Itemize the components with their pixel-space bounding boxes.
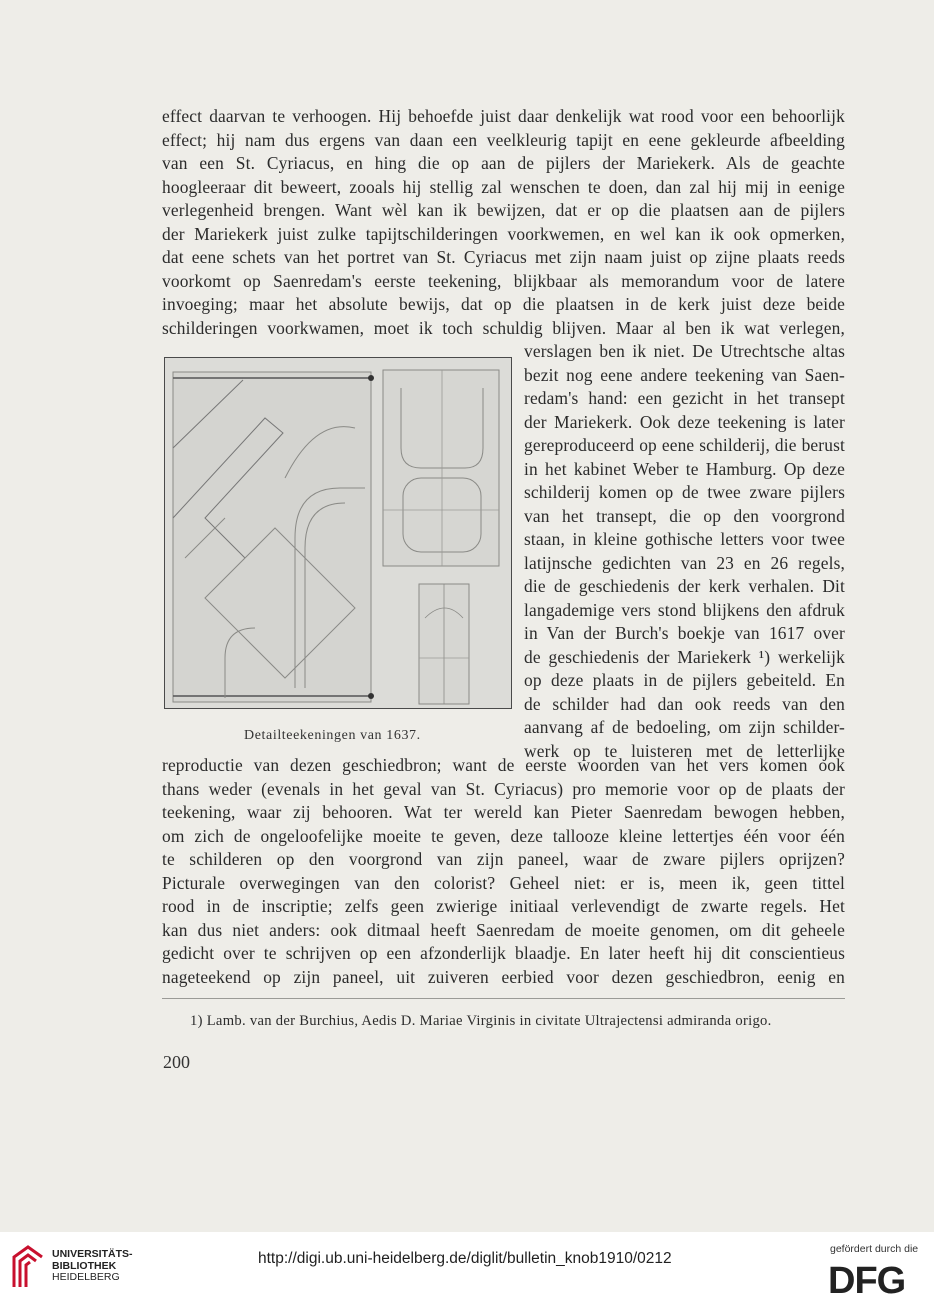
text-line: dat eene schets van het portret van St. Cyriacus met zijn naam juist op zijne plaats reeds xyxy=(162,247,845,267)
text-line: gereproduceerd op eene schilderij, die berust xyxy=(524,435,845,455)
figure-caption: Detailteekeningen van 1637. xyxy=(244,728,421,743)
university-library-logo xyxy=(10,1243,46,1289)
text-line: gedicht over te schrijven op een afzonderlijk blaadje. En later heeft hij dit conscientieus xyxy=(162,943,845,963)
text-line: schilderij komen op de twee zware pijlers xyxy=(524,482,845,502)
text-line: die de geschiedenis der kerk verhalen. Dit xyxy=(524,576,845,596)
text-line: werk op te luisteren met de letterlijke xyxy=(524,740,845,761)
text-line: in het kabinet Weber te Hamburg. Op deze xyxy=(524,458,845,479)
text-line: de geschiedenis der Mariekerk ¹) werkelijk xyxy=(524,646,845,667)
text-line: latijnsche gedichten van 23 en 26 regels, xyxy=(524,552,845,573)
text-line: in Van der Burch's boekje van 1617 over xyxy=(524,623,845,643)
funded-by-label: gefördert durch die xyxy=(830,1243,919,1255)
text-line: staan, in kleine gothische letters voor twee xyxy=(524,529,845,549)
dfg-logo-text: DFG xyxy=(828,1262,906,1296)
text-line: van het transept, die op den voorgrond xyxy=(524,505,845,526)
text-line: der Mariekerk. Ook deze teekening is later xyxy=(524,411,845,432)
text-line: te schilderen op den voorgrond van zijn paneel, waar de zware pijlers oprijzen? xyxy=(162,849,845,869)
page-number: 200 xyxy=(163,1052,190,1072)
footnote-divider xyxy=(162,998,845,999)
text-line: op deze plaats in de pijlers gebeiteld. En xyxy=(524,670,845,690)
text-line: van een St. Cyriacus, en hing die op aan de pijlers der Mariekerk. Als de geachte xyxy=(162,153,845,173)
text-line: verslagen ben ik niet. De Utrechtsche altas xyxy=(524,341,845,361)
text-line: rood in de inscriptie; zelfs geen zwierige initiaal verlevendigt de zwarte regels. Het xyxy=(162,896,845,916)
text-line: nageteekend op zijn paneel, uit zuiveren eerbied voor dezen geschiedbron, eenig en xyxy=(162,966,845,987)
body-text-top xyxy=(162,105,845,340)
library-name xyxy=(52,1249,133,1284)
library-name-line: BIBLIOTHEK xyxy=(52,1259,117,1272)
text-line: reproductie van dezen geschiedbron; want de eerste woorden van het vers komen ook xyxy=(162,755,845,775)
footnote: 1) Lamb. van der Burchius, Aedis D. Mariae Virginis in civitate Ultrajectensi admiranda origo. xyxy=(190,1013,772,1029)
text-line: teekening, waar zij behooren. Wat ter wereld kan Pieter Saenredam bewogen hebben, xyxy=(162,802,845,822)
text-line: de schilder had dan ook reeds van den xyxy=(524,693,845,714)
text-line: der Mariekerk juist zulke tapijtschilderingen voorkwemen, en wel kan ik ook opmerken, xyxy=(162,223,845,244)
text-line: thans weder (evenals in het geval van St. Cyriacus) pro memorie voor op de plaats der xyxy=(162,778,845,799)
library-name-line: HEIDELBERG xyxy=(52,1271,120,1283)
text-line: effect daarvan te verhoogen. Hij behoefde juist daar denkelijk wat rood voor een behoorlijk xyxy=(162,106,845,126)
text-line: kan dus niet anders: ook ditmaal heeft Saenredam de moeite genomen, om dit geheele xyxy=(162,919,845,940)
drawing-illustration xyxy=(164,357,512,709)
text-line: effect; hij nam dus ergens van daan een veelkleurig tapijt en eene gekleurde afbeelding xyxy=(162,129,845,150)
text-line: voorkomt op Saenredam's eerste teekening, blijkbaar als memorandum voor de latere xyxy=(162,270,845,291)
text-line: Picturale overwegingen van den colorist? Geheel niet: er is, meen ik, geen tittel xyxy=(162,872,845,893)
text-line: bezit nog eene andere teekening van Saen- xyxy=(524,364,845,385)
text-line: redam's hand: een gezicht in het transept xyxy=(524,388,845,408)
body-text-side xyxy=(524,340,845,763)
text-line: aanvang af de bedoeling, om zijn schilder- xyxy=(524,717,845,737)
text-line: om zich de ongeloofelijke moeite te geven, deze tallooze kleine lettertjes één voor één xyxy=(162,825,845,846)
library-name-line: UNIVERSITÄTS- xyxy=(52,1248,133,1260)
text-line: langademige vers stond blijkens den afdruk xyxy=(524,599,845,620)
text-line: schilderingen voorkwamen, moet ik toch schuldig blijven. Maar al ben ik wat verlegen, xyxy=(162,317,845,338)
body-text-bottom xyxy=(162,754,845,989)
text-line: verlegenheid brengen. Want wèl kan ik bewijzen, dat er op die plaatsen aan de pijlers xyxy=(162,200,845,220)
text-line: hoogleeraar dit beweert, zooals hij stellig zal wenschen te doen, dan zal hij mij in eenige xyxy=(162,176,845,197)
document-url-link[interactable]: http://digi.ub.uni-heidelberg.de/diglit/bulletin_knob1910/0212 xyxy=(258,1250,672,1267)
architectural-drawing xyxy=(165,358,511,708)
dfg-logo xyxy=(828,1262,922,1296)
text-line: invoeging; maar het absolute bewijs, dat op die plaatsen in de kerk juist deze beide xyxy=(162,294,845,314)
